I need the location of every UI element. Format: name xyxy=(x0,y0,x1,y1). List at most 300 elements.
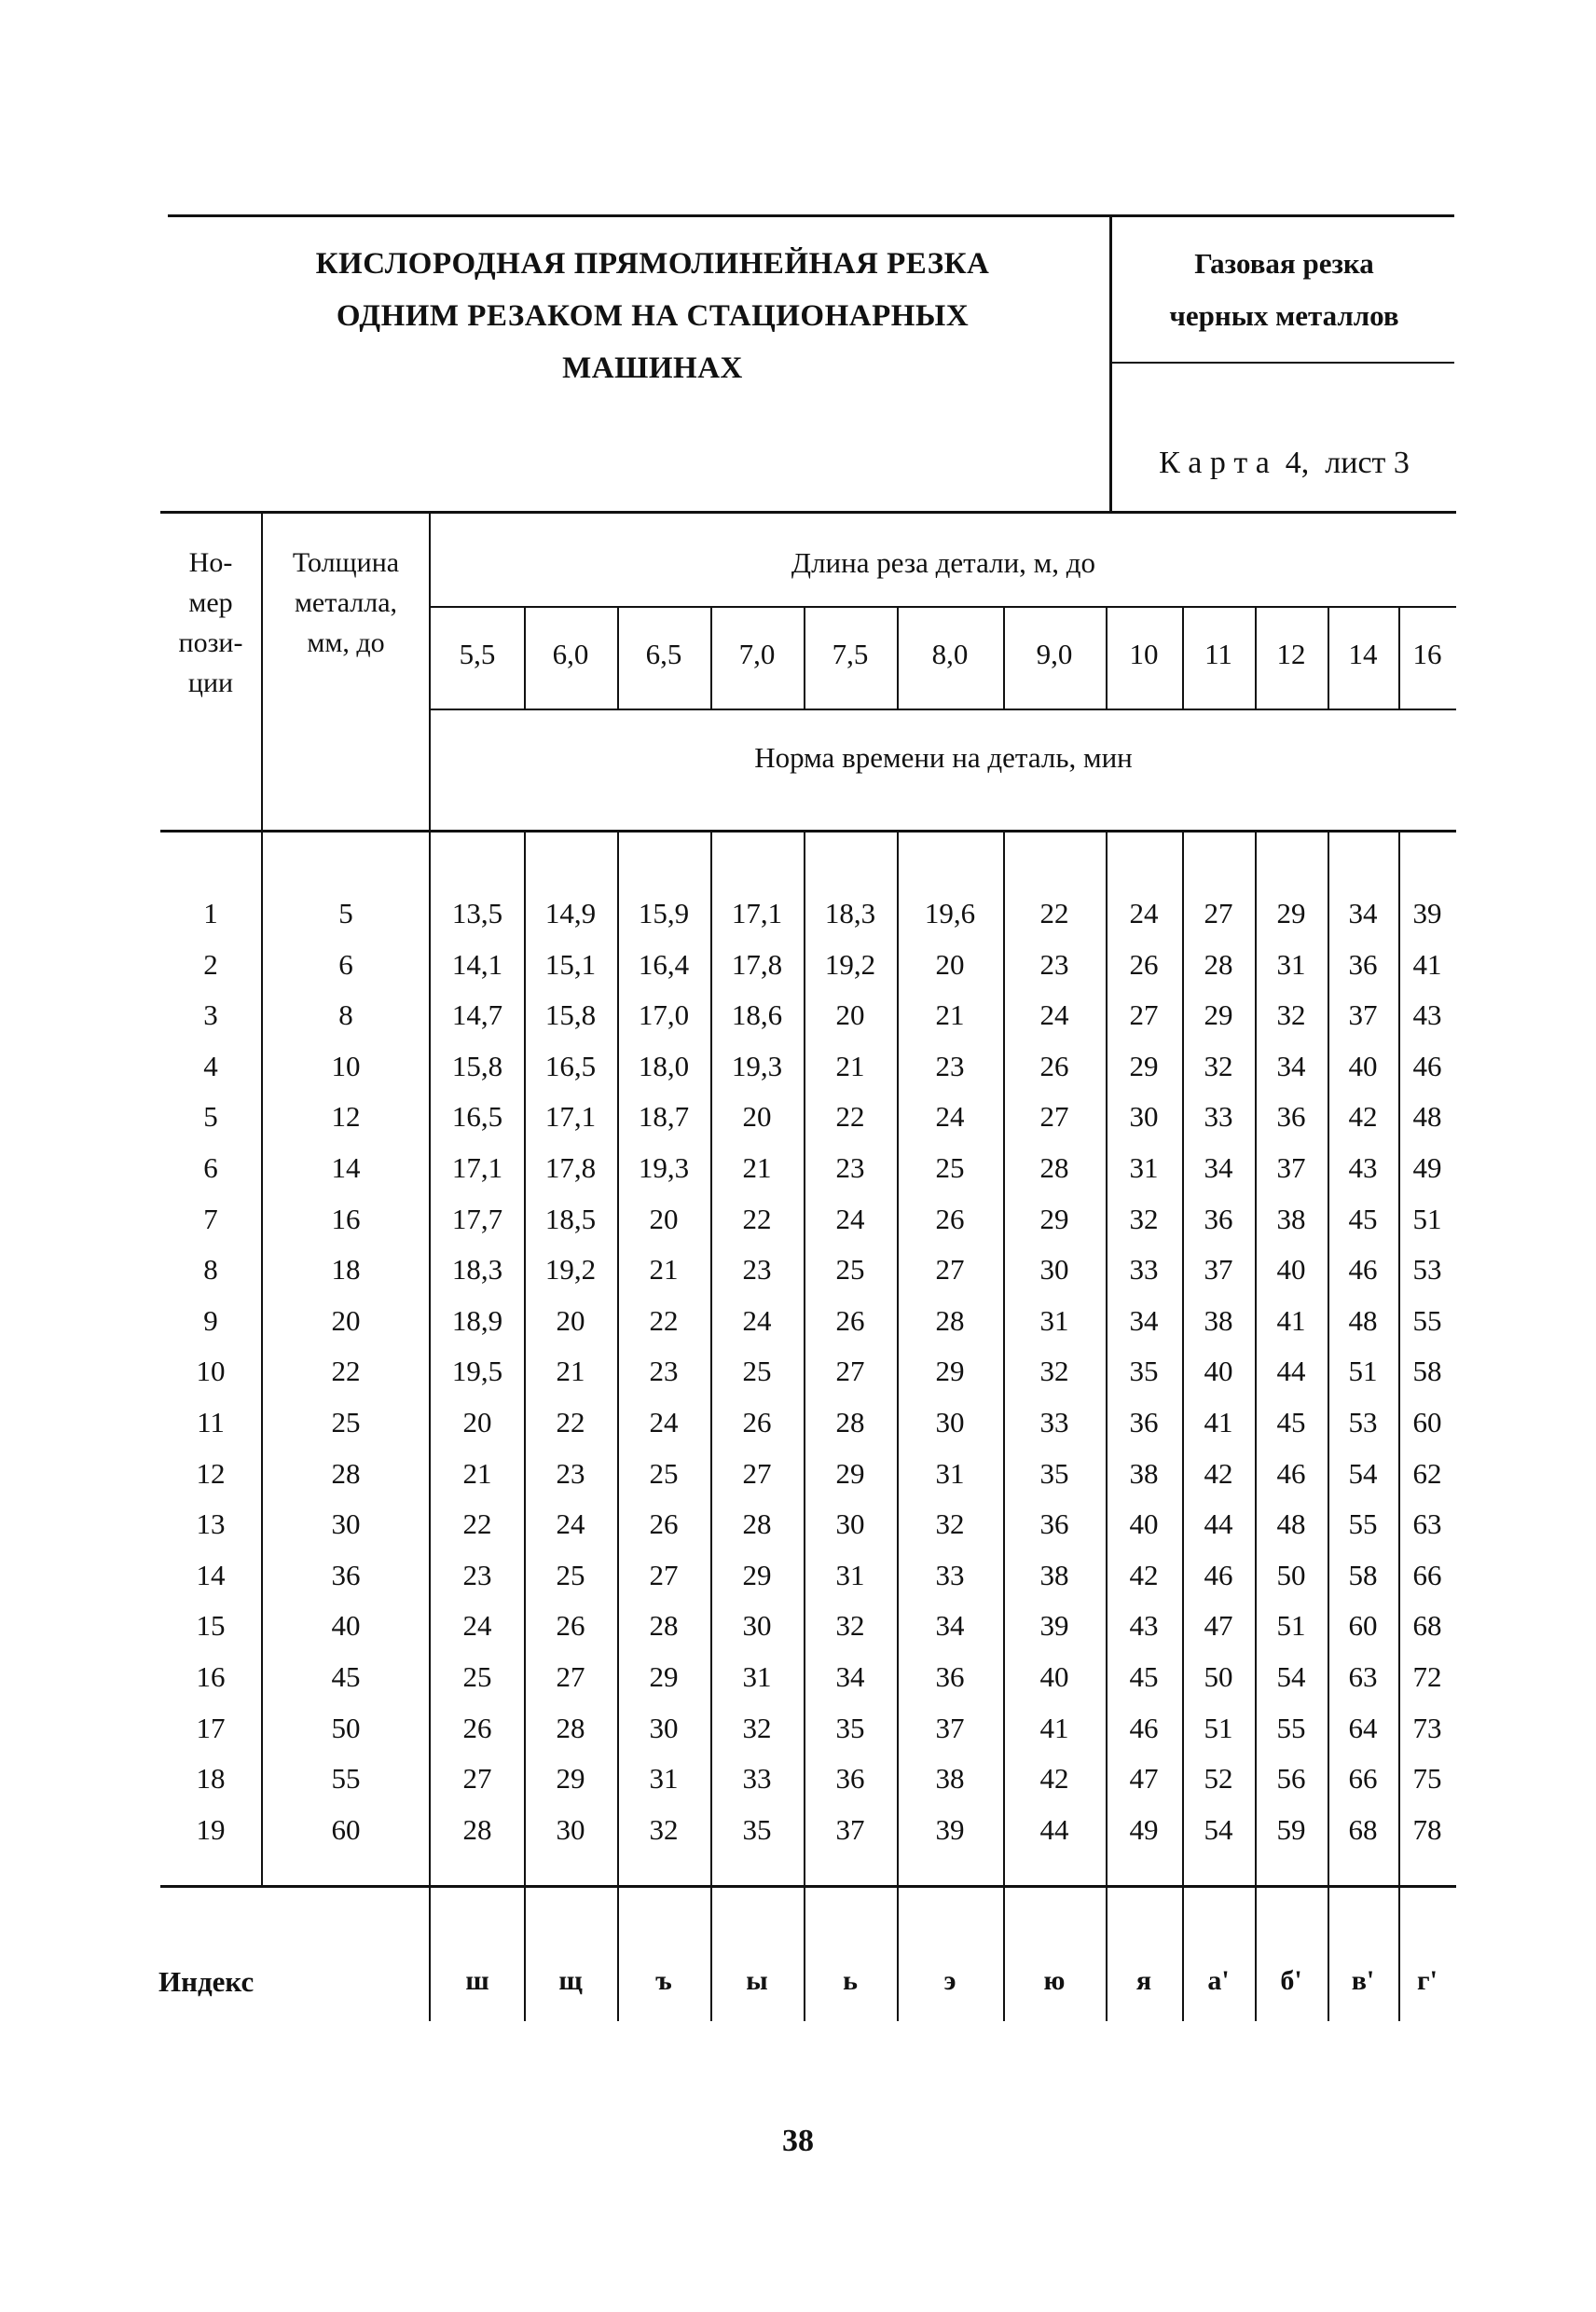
time-norm-value: 29 xyxy=(742,1558,772,1591)
time-norm-value: 28 xyxy=(649,1609,679,1643)
time-norm-value: 17,8 xyxy=(544,1151,597,1184)
position-number: 11 xyxy=(197,1406,225,1438)
thickness-value: 28 xyxy=(331,1456,361,1490)
category-card-rule xyxy=(1109,362,1454,364)
time-norm-value: 35 xyxy=(742,1812,772,1846)
time-norm-value: 25 xyxy=(835,1253,865,1287)
time-norm-value: 20 xyxy=(935,947,965,981)
time-norm-value: 72 xyxy=(1412,1660,1442,1693)
time-norm-value: 46 xyxy=(1412,1049,1442,1082)
time-norm-value: 27 xyxy=(1039,1100,1069,1134)
thickness-value: 30 xyxy=(331,1507,361,1541)
index-value: ъ xyxy=(655,1965,672,1996)
time-norm-value: 24 xyxy=(462,1609,492,1643)
index-value: а' xyxy=(1207,1965,1230,1996)
time-norm-value: 21 xyxy=(935,998,965,1032)
thickness-value: 12 xyxy=(331,1100,361,1134)
time-norm-value: 16,4 xyxy=(638,947,690,981)
time-norm-value: 42 xyxy=(1129,1558,1159,1591)
position-number: 14 xyxy=(196,1558,226,1591)
thickness-value: 18 xyxy=(331,1253,361,1287)
time-norm-value: 53 xyxy=(1348,1406,1378,1438)
category-line-1: Газовая резка xyxy=(1194,247,1374,280)
time-norm-value: 29 xyxy=(649,1660,679,1693)
time-norm-value: 42 xyxy=(1348,1100,1378,1134)
position-number: 9 xyxy=(203,1303,218,1337)
time-norm-value: 16,5 xyxy=(544,1049,597,1082)
time-norm-value: 25 xyxy=(556,1558,585,1591)
index-column-divider xyxy=(1182,1887,1184,2021)
column-header-position-line: ции xyxy=(187,667,234,698)
time-norm-value: 47 xyxy=(1204,1609,1233,1643)
time-norm-value: 37 xyxy=(935,1711,965,1744)
time-norm-value: 47 xyxy=(1129,1762,1159,1796)
time-norm-value: 52 xyxy=(1204,1762,1233,1796)
time-norm-value: 27 xyxy=(1129,998,1159,1032)
time-norm-value: 49 xyxy=(1412,1151,1442,1184)
time-norm-value: 41 xyxy=(1204,1406,1233,1438)
time-norm-value: 25 xyxy=(742,1355,772,1388)
index-column-divider xyxy=(1398,1887,1400,2021)
time-norm-value: 17,1 xyxy=(451,1151,503,1184)
time-norm-value: 32 xyxy=(1039,1355,1069,1388)
norm-header: Норма времени на деталь, мин xyxy=(754,741,1133,774)
length-header: Длина реза детали, м, до xyxy=(791,546,1096,579)
time-norm-value: 20 xyxy=(462,1406,492,1438)
time-norm-value: 27 xyxy=(649,1558,679,1591)
time-norm-value: 60 xyxy=(1348,1609,1378,1643)
time-norm-value: 22 xyxy=(835,1100,865,1134)
position-number: 7 xyxy=(203,1202,218,1235)
time-norm-value: 22 xyxy=(742,1202,772,1235)
index-column-divider xyxy=(710,1887,712,2021)
time-norm-value: 24 xyxy=(742,1303,772,1337)
index-value: ы xyxy=(746,1965,768,1996)
thickness-value: 10 xyxy=(331,1049,361,1082)
index-value: щ xyxy=(558,1965,583,1996)
time-norm-value: 39 xyxy=(1412,897,1442,929)
time-norm-value: 18,0 xyxy=(638,1049,690,1082)
time-norm-value: 35 xyxy=(1039,1456,1069,1490)
time-norm-value: 28 xyxy=(742,1507,772,1541)
time-norm-value: 28 xyxy=(835,1406,865,1438)
time-norm-value: 23 xyxy=(556,1456,585,1490)
time-norm-value: 22 xyxy=(649,1303,679,1337)
thickness-value: 55 xyxy=(331,1762,361,1796)
time-norm-value: 18,3 xyxy=(824,897,876,929)
time-norm-value: 66 xyxy=(1412,1558,1442,1591)
header-divider xyxy=(1109,214,1112,513)
time-norm-value: 15,8 xyxy=(451,1049,503,1082)
time-norm-value: 18,9 xyxy=(451,1303,503,1337)
position-number: 1 xyxy=(203,897,218,929)
thickness-value: 6 xyxy=(338,947,353,981)
time-norm-value: 21 xyxy=(462,1456,492,1490)
time-norm-value: 29 xyxy=(556,1762,585,1796)
time-norm-value: 64 xyxy=(1348,1711,1378,1744)
time-norm-value: 15,8 xyxy=(544,998,597,1032)
length-value: 6,0 xyxy=(552,638,589,670)
time-norm-value: 22 xyxy=(556,1406,585,1438)
time-norm-value: 50 xyxy=(1276,1558,1306,1591)
time-norm-value: 50 xyxy=(1204,1660,1233,1693)
time-norm-value: 32 xyxy=(1276,998,1306,1032)
document-title xyxy=(242,238,1063,394)
time-norm-value: 34 xyxy=(1276,1049,1306,1082)
time-norm-value: 56 xyxy=(1276,1762,1306,1796)
column-header-position xyxy=(160,543,261,703)
time-norm-value: 73 xyxy=(1412,1711,1442,1744)
thickness-value: 14 xyxy=(331,1151,361,1184)
thickness-value: 8 xyxy=(338,998,353,1032)
position-number: 13 xyxy=(196,1507,226,1541)
column-header-thickness-line: Толщина xyxy=(292,547,400,578)
time-norm-value: 58 xyxy=(1412,1355,1442,1388)
time-norm-value: 62 xyxy=(1412,1456,1442,1490)
time-norm-value: 26 xyxy=(1129,947,1159,981)
time-norm-value: 15,9 xyxy=(638,897,690,929)
time-norm-value: 46 xyxy=(1204,1558,1233,1591)
time-norm-value: 38 xyxy=(1204,1303,1233,1337)
time-norm-value: 48 xyxy=(1412,1100,1442,1134)
time-norm-value: 43 xyxy=(1412,998,1442,1032)
time-norm-value: 32 xyxy=(835,1609,865,1643)
time-norm-value: 37 xyxy=(835,1812,865,1846)
time-norm-value: 26 xyxy=(835,1303,865,1337)
time-norm-value: 66 xyxy=(1348,1762,1378,1796)
time-norm-value: 27 xyxy=(742,1456,772,1490)
time-norm-value: 25 xyxy=(649,1456,679,1490)
time-norm-value: 34 xyxy=(1348,897,1378,929)
lengths-bottom-rule xyxy=(429,709,1456,710)
time-norm-value: 30 xyxy=(1129,1100,1159,1134)
time-norm-value: 28 xyxy=(1204,947,1233,981)
time-norm-value: 23 xyxy=(649,1355,679,1388)
time-norm-value: 31 xyxy=(1276,947,1306,981)
time-norm-value: 35 xyxy=(1129,1355,1159,1388)
position-number: 17 xyxy=(196,1711,226,1744)
time-norm-value: 44 xyxy=(1039,1812,1069,1846)
position-number: 19 xyxy=(196,1812,226,1846)
time-norm-value: 17,1 xyxy=(731,897,783,929)
time-norm-value: 27 xyxy=(556,1660,585,1693)
time-norm-value: 37 xyxy=(1276,1151,1306,1184)
time-norm-value: 30 xyxy=(742,1609,772,1643)
time-norm-value: 46 xyxy=(1129,1711,1159,1744)
thickness-value: 5 xyxy=(338,897,353,929)
time-norm-value: 58 xyxy=(1348,1558,1378,1591)
time-norm-value: 68 xyxy=(1348,1812,1378,1846)
time-norm-value: 51 xyxy=(1412,1202,1442,1235)
time-norm-value: 36 xyxy=(1204,1202,1233,1235)
time-norm-value: 24 xyxy=(935,1100,965,1134)
column-header-thickness xyxy=(263,543,429,663)
time-norm-value: 36 xyxy=(835,1762,865,1796)
time-norm-value: 48 xyxy=(1276,1507,1306,1541)
time-norm-value: 24 xyxy=(1039,998,1069,1032)
time-norm-value: 40 xyxy=(1348,1049,1378,1082)
position-number: 6 xyxy=(203,1151,218,1184)
time-norm-value: 30 xyxy=(835,1507,865,1541)
time-norm-value: 34 xyxy=(1204,1151,1233,1184)
length-value: 8,0 xyxy=(931,638,969,670)
time-norm-value: 32 xyxy=(742,1711,772,1744)
time-norm-value: 29 xyxy=(1204,998,1233,1032)
title-line-1: КИСЛОРОДНАЯ ПРЯМОЛИНЕЙНАЯ РЕЗКА xyxy=(315,247,990,281)
length-value: 7,5 xyxy=(832,638,869,670)
time-norm-value: 29 xyxy=(935,1355,965,1388)
time-norm-value: 26 xyxy=(556,1609,585,1643)
position-number: 18 xyxy=(196,1762,226,1796)
lengths-top-rule xyxy=(429,606,1456,608)
time-norm-value: 43 xyxy=(1348,1151,1378,1184)
time-norm-value: 51 xyxy=(1276,1609,1306,1643)
table-bottom-rule xyxy=(160,1885,1456,1888)
time-norm-value: 31 xyxy=(742,1660,772,1693)
time-norm-value: 18,3 xyxy=(451,1253,503,1287)
time-norm-value: 20 xyxy=(835,998,865,1032)
time-norm-value: 36 xyxy=(1276,1100,1306,1134)
time-norm-value: 45 xyxy=(1129,1660,1159,1693)
column-header-position-line: пози- xyxy=(178,627,243,658)
time-norm-value: 20 xyxy=(649,1202,679,1235)
time-norm-value: 23 xyxy=(835,1151,865,1184)
time-norm-value: 41 xyxy=(1276,1303,1306,1337)
index-value: г' xyxy=(1417,1965,1438,1996)
length-value: 14 xyxy=(1348,638,1378,670)
time-norm-value: 32 xyxy=(649,1812,679,1846)
thickness-value: 50 xyxy=(331,1711,361,1744)
time-norm-value: 36 xyxy=(1039,1507,1069,1541)
time-norm-value: 27 xyxy=(1204,897,1233,929)
time-norm-value: 24 xyxy=(649,1406,679,1438)
time-norm-value: 33 xyxy=(1129,1253,1159,1287)
time-norm-value: 32 xyxy=(1129,1202,1159,1235)
time-norm-value: 40 xyxy=(1276,1253,1306,1287)
time-norm-value: 31 xyxy=(835,1558,865,1591)
time-norm-value: 29 xyxy=(835,1456,865,1490)
time-norm-value: 46 xyxy=(1348,1253,1378,1287)
position-number: 5 xyxy=(203,1100,218,1134)
length-value: 7,0 xyxy=(738,638,776,670)
time-norm-value: 28 xyxy=(935,1303,965,1337)
position-number: 3 xyxy=(203,998,218,1032)
position-number: 8 xyxy=(203,1253,218,1287)
thickness-value: 20 xyxy=(331,1303,361,1337)
time-norm-value: 14,1 xyxy=(451,947,503,981)
column-header-position-line: мер xyxy=(188,587,233,618)
length-value: 12 xyxy=(1276,638,1306,670)
time-norm-value: 19,2 xyxy=(544,1253,597,1287)
time-norm-value: 17,7 xyxy=(451,1202,503,1235)
time-norm-value: 14,9 xyxy=(544,897,597,929)
time-norm-value: 31 xyxy=(935,1456,965,1490)
time-norm-value: 26 xyxy=(935,1202,965,1235)
time-norm-value: 28 xyxy=(556,1711,585,1744)
time-norm-value: 29 xyxy=(1129,1049,1159,1082)
table-top-rule xyxy=(160,511,1456,514)
position-number: 2 xyxy=(203,947,218,981)
time-norm-value: 21 xyxy=(835,1049,865,1082)
time-norm-value: 22 xyxy=(462,1507,492,1541)
time-norm-value: 44 xyxy=(1204,1507,1233,1541)
time-norm-value: 17,1 xyxy=(544,1100,597,1134)
time-norm-value: 23 xyxy=(935,1049,965,1082)
index-column-divider xyxy=(1328,1887,1329,2021)
time-norm-value: 20 xyxy=(556,1303,585,1337)
title-line-3: МАШИНАХ xyxy=(562,351,743,385)
time-norm-value: 36 xyxy=(1348,947,1378,981)
index-column-divider xyxy=(1255,1887,1257,2021)
time-norm-value: 54 xyxy=(1276,1660,1306,1693)
position-number: 12 xyxy=(196,1456,226,1490)
index-value: ш xyxy=(465,1965,489,1996)
time-norm-value: 13,5 xyxy=(451,897,503,929)
time-norm-value: 31 xyxy=(1129,1151,1159,1184)
time-norm-value: 32 xyxy=(1204,1049,1233,1082)
thickness-value: 45 xyxy=(331,1660,361,1693)
time-norm-value: 32 xyxy=(935,1507,965,1541)
time-norm-value: 21 xyxy=(556,1355,585,1388)
time-norm-value: 44 xyxy=(1276,1355,1306,1388)
index-column-divider xyxy=(1106,1887,1108,2021)
column-header-position-line: Но- xyxy=(188,547,233,578)
index-column-divider xyxy=(524,1887,526,2021)
index-value: ю xyxy=(1043,1965,1066,1996)
time-norm-value: 55 xyxy=(1276,1711,1306,1744)
time-norm-value: 45 xyxy=(1348,1202,1378,1235)
position-number: 10 xyxy=(196,1355,226,1388)
time-norm-value: 26 xyxy=(1039,1049,1069,1082)
time-norm-value: 37 xyxy=(1348,998,1378,1032)
time-norm-value: 28 xyxy=(1039,1151,1069,1184)
time-norm-value: 42 xyxy=(1204,1456,1233,1490)
time-norm-value: 59 xyxy=(1276,1812,1306,1846)
time-norm-value: 33 xyxy=(742,1762,772,1796)
time-norm-value: 78 xyxy=(1412,1812,1442,1846)
thickness-value: 22 xyxy=(331,1355,361,1388)
time-norm-value: 55 xyxy=(1348,1507,1378,1541)
time-norm-value: 17,0 xyxy=(638,998,690,1032)
time-norm-value: 40 xyxy=(1204,1355,1233,1388)
time-norm-value: 46 xyxy=(1276,1456,1306,1490)
time-norm-value: 23 xyxy=(1039,947,1069,981)
time-norm-value: 63 xyxy=(1412,1507,1442,1541)
time-norm-value: 40 xyxy=(1129,1507,1159,1541)
index-label: Индекс xyxy=(158,1965,255,1998)
time-norm-value: 19,2 xyxy=(824,947,876,981)
time-norm-value: 41 xyxy=(1412,947,1442,981)
time-norm-value: 31 xyxy=(649,1762,679,1796)
time-norm-value: 29 xyxy=(1039,1202,1069,1235)
page-number: 38 xyxy=(782,2124,814,2158)
time-norm-value: 33 xyxy=(1204,1100,1233,1134)
time-norm-value: 30 xyxy=(935,1406,965,1438)
time-norm-value: 39 xyxy=(1039,1609,1069,1643)
time-norm-value: 21 xyxy=(742,1151,772,1184)
time-norm-value: 22 xyxy=(1039,897,1069,929)
length-value: 10 xyxy=(1129,638,1159,670)
position-number: 15 xyxy=(196,1609,226,1643)
time-norm-value: 28 xyxy=(462,1812,492,1846)
time-norm-value: 24 xyxy=(835,1202,865,1235)
length-value: 6,5 xyxy=(645,638,682,670)
time-norm-value: 33 xyxy=(935,1558,965,1591)
time-norm-value: 19,3 xyxy=(731,1049,783,1082)
time-norm-value: 45 xyxy=(1276,1406,1306,1438)
time-norm-value: 35 xyxy=(835,1711,865,1744)
length-value: 11 xyxy=(1204,638,1232,670)
time-norm-value: 38 xyxy=(935,1762,965,1796)
time-norm-value: 55 xyxy=(1412,1303,1442,1337)
time-norm-value: 36 xyxy=(935,1660,965,1693)
time-norm-value: 39 xyxy=(935,1812,965,1846)
category-line-2: черных металлов xyxy=(1169,299,1399,332)
time-norm-value: 38 xyxy=(1039,1558,1069,1591)
title-line-2: ОДНИМ РЕЗАКОМ НА СТАЦИОНАРНЫХ xyxy=(336,299,970,333)
index-column-divider xyxy=(617,1887,619,2021)
time-norm-value: 17,8 xyxy=(731,947,783,981)
time-norm-value: 27 xyxy=(935,1253,965,1287)
thickness-value: 60 xyxy=(331,1812,361,1846)
header-top-rule xyxy=(168,214,1454,217)
thickness-value: 40 xyxy=(331,1609,361,1643)
time-norm-value: 37 xyxy=(1204,1253,1233,1287)
time-norm-value: 14,7 xyxy=(451,998,503,1032)
thickness-value: 16 xyxy=(331,1202,361,1235)
time-norm-value: 26 xyxy=(649,1507,679,1541)
index-value: в' xyxy=(1351,1965,1375,1996)
time-norm-value: 63 xyxy=(1348,1660,1378,1693)
time-norm-value: 18,7 xyxy=(638,1100,690,1134)
time-norm-value: 36 xyxy=(1129,1406,1159,1438)
time-norm-value: 15,1 xyxy=(544,947,597,981)
time-norm-value: 18,6 xyxy=(731,998,783,1032)
header-bottom-rule xyxy=(160,830,1456,833)
time-norm-value: 60 xyxy=(1412,1406,1442,1438)
time-norm-value: 25 xyxy=(935,1151,965,1184)
time-norm-value: 26 xyxy=(742,1406,772,1438)
index-value: я xyxy=(1135,1965,1152,1996)
time-norm-value: 34 xyxy=(1129,1303,1159,1337)
time-norm-value: 19,5 xyxy=(451,1355,503,1388)
index-column-divider xyxy=(1003,1887,1005,2021)
index-value: ь xyxy=(843,1965,858,1996)
category-label xyxy=(1114,238,1454,342)
time-norm-value: 21 xyxy=(649,1253,679,1287)
thickness-value: 36 xyxy=(331,1558,361,1591)
time-norm-value: 49 xyxy=(1129,1812,1159,1846)
time-norm-value: 30 xyxy=(649,1711,679,1744)
time-norm-value: 43 xyxy=(1129,1609,1159,1643)
index-value: э xyxy=(943,1965,956,1996)
time-norm-value: 51 xyxy=(1348,1355,1378,1388)
time-norm-value: 75 xyxy=(1412,1762,1442,1796)
time-norm-value: 25 xyxy=(462,1660,492,1693)
column-header-thickness-line: металла, xyxy=(294,587,398,618)
time-norm-value: 40 xyxy=(1039,1660,1069,1693)
time-norm-value: 54 xyxy=(1204,1812,1233,1846)
thickness-value: 25 xyxy=(331,1406,361,1438)
time-norm-value: 68 xyxy=(1412,1609,1442,1643)
time-norm-value: 23 xyxy=(462,1558,492,1591)
index-column-divider xyxy=(804,1887,805,2021)
time-norm-value: 20 xyxy=(742,1100,772,1134)
length-value: 16 xyxy=(1412,638,1442,670)
time-norm-value: 26 xyxy=(462,1711,492,1744)
time-norm-value: 24 xyxy=(1129,897,1159,929)
time-norm-value: 29 xyxy=(1276,897,1306,929)
